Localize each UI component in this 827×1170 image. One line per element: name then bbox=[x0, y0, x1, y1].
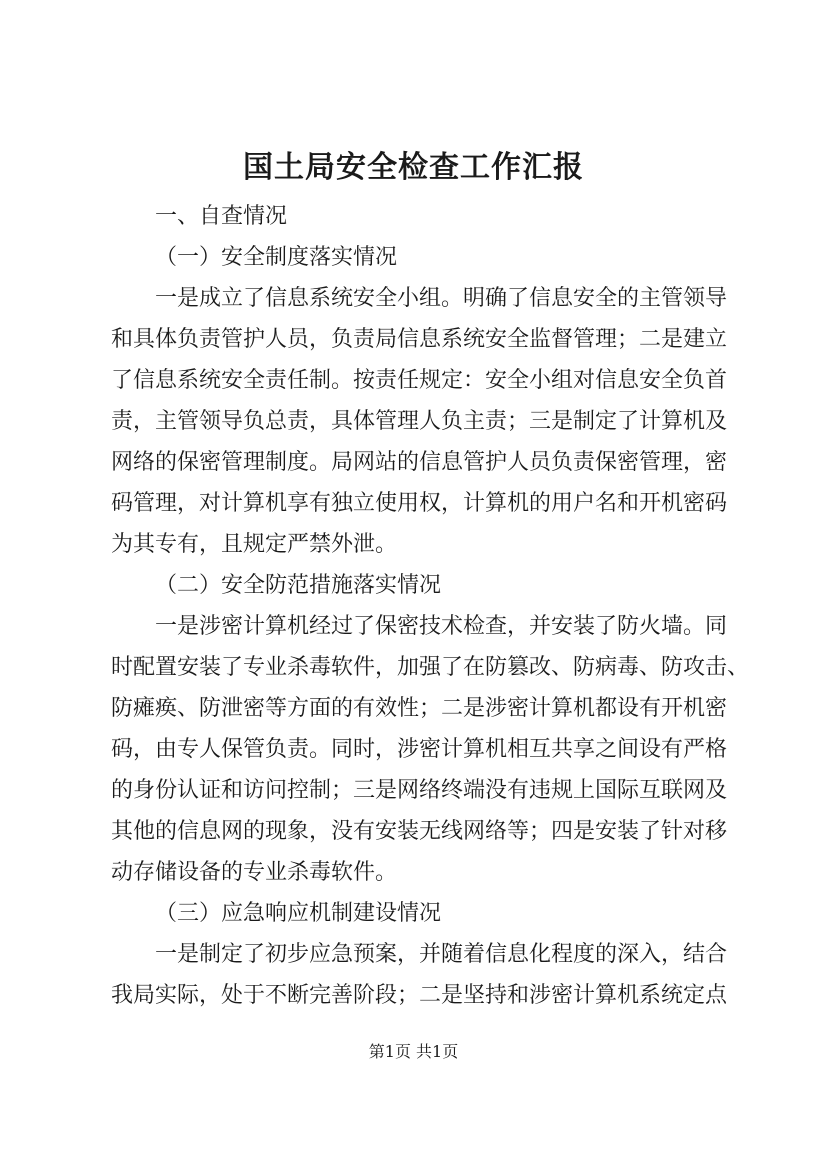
paragraph-line: 动存储设备的专业杀毒软件。 bbox=[111, 860, 398, 885]
document-title: 国土局安全检查工作汇报 bbox=[243, 150, 584, 185]
paragraph-line: 责，主管领导负总责，具体管理人负主责；三是制定了计算机及 bbox=[111, 409, 728, 434]
paragraph-line: 为其专有，且规定严禁外泄。 bbox=[111, 532, 398, 557]
subsection-heading: （三）应急响应机制建设情况 bbox=[155, 901, 442, 926]
subsection-heading: （二）安全防范措施落实情况 bbox=[155, 573, 442, 598]
section-heading: 一、自查情况 bbox=[155, 204, 288, 229]
paragraph-line: 时配置安装了专业杀毒软件，加强了在防篡改、防病毒、防攻击、 bbox=[111, 655, 750, 680]
paragraph-line: 其他的信息网的现象，没有安装无线网络等；四是安装了针对移 bbox=[111, 819, 728, 844]
paragraph-line: 了信息系统安全责任制。按责任规定：安全小组对信息安全负首 bbox=[111, 368, 728, 393]
paragraph-line: 和具体负责管护人员，负责局信息系统安全监督管理；二是建立 bbox=[111, 327, 728, 352]
paragraph-line: 防瘫痪、防泄密等方面的有效性；二是涉密计算机都设有开机密 bbox=[111, 696, 728, 721]
paragraph-line: 的身份认证和访问控制；三是网络终端没有违规上国际互联网及 bbox=[111, 778, 728, 803]
paragraph-line: 一是制定了初步应急预案，并随着信息化程度的深入，结合 bbox=[155, 942, 728, 967]
document-body bbox=[111, 196, 750, 1016]
page-footer: 第1页 共1页 bbox=[368, 1042, 459, 1061]
subsection-heading: （一）安全制度落实情况 bbox=[155, 245, 398, 270]
paragraph-line: 码，由专人保管负责。同时，涉密计算机相互共享之间设有严格 bbox=[111, 737, 728, 762]
paragraph-line: 码管理，对计算机享有独立使用权，计算机的用户名和开机密码 bbox=[111, 491, 728, 516]
paragraph-line: 网络的保密管理制度。局网站的信息管护人员负责保密管理，密 bbox=[111, 450, 728, 475]
paragraph-line: 一是涉密计算机经过了保密技术检查，并安装了防火墙。同 bbox=[155, 614, 728, 639]
paragraph-line: 我局实际，处于不断完善阶段；二是坚持和涉密计算机系统定点 bbox=[111, 983, 728, 1008]
paragraph-line: 一是成立了信息系统安全小组。明确了信息安全的主管领导 bbox=[155, 286, 728, 311]
